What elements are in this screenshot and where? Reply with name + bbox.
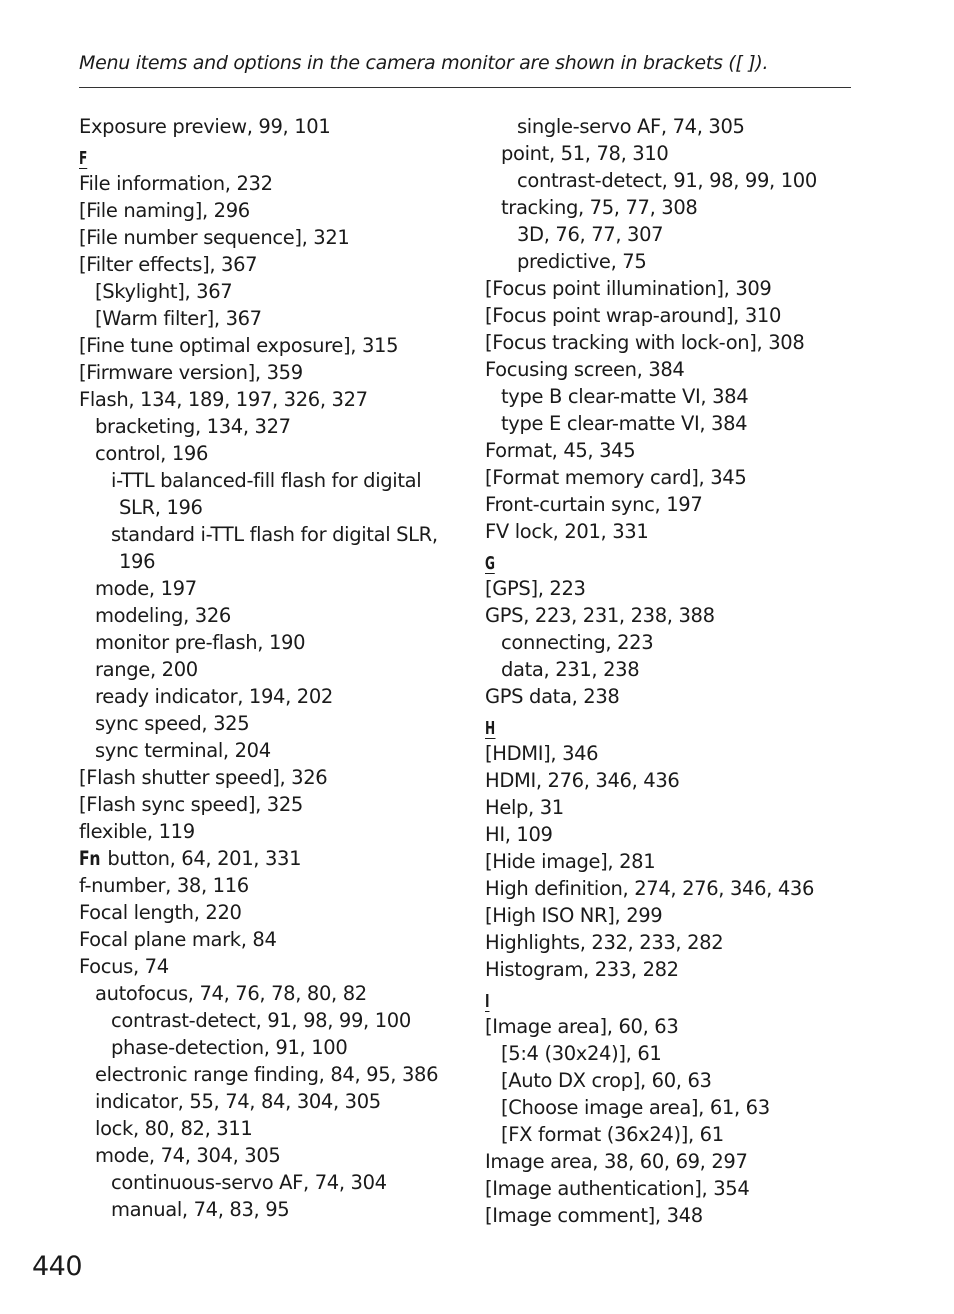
index-entry-text: [Fine tune optimal exposure], 315	[79, 334, 399, 357]
index-entry-text: [HDMI], 346	[485, 742, 599, 765]
index-entry	[485, 740, 885, 767]
index-entry-text: connecting, 223	[501, 631, 654, 654]
index-entry-text: sync terminal, 204	[95, 739, 271, 762]
index-entry-text: [5:4 (30x24)], 61	[501, 1042, 662, 1065]
index-entry-text: [Image area], 60, 63	[485, 1015, 679, 1038]
index-section-letter	[485, 545, 885, 575]
index-entry	[485, 329, 885, 356]
index-entry	[485, 248, 885, 275]
index-entry-text: [Image comment], 348	[485, 1204, 703, 1227]
index-entry-text: button, 64, 201, 331	[101, 847, 302, 870]
index-entry-text: Front-curtain sync, 197	[485, 493, 703, 516]
index-column-left	[79, 113, 479, 1223]
index-entry-text: [Skylight], 367	[95, 280, 233, 303]
index-entry-text: [Flash sync speed], 325	[79, 793, 303, 816]
index-entry	[485, 302, 885, 329]
index-entry	[485, 956, 885, 983]
index-entry-text: indicator, 55, 74, 84, 304, 305	[95, 1090, 381, 1113]
index-entry	[79, 170, 479, 197]
index-entry-text: [Filter effects], 367	[79, 253, 258, 276]
index-entry-text: i-TTL balanced-fill flash for digital	[111, 469, 422, 492]
index-entry-text: Flash, 134, 189, 197, 326, 327	[79, 388, 368, 411]
index-entry	[79, 413, 479, 440]
index-entry	[485, 1175, 885, 1202]
index-entry-text: phase-detection, 91, 100	[111, 1036, 348, 1059]
index-entry	[79, 251, 479, 278]
index-entry	[79, 1007, 479, 1034]
index-entry	[79, 899, 479, 926]
index-entry-text: control, 196	[95, 442, 209, 465]
index-entry-text: [Image authentication], 354	[485, 1177, 750, 1200]
index-entry	[79, 359, 479, 386]
index-entry	[485, 275, 885, 302]
index-entry	[79, 1169, 479, 1196]
index-entry-text: Histogram, 233, 282	[485, 958, 679, 981]
index-entry-text: electronic range finding, 84, 95, 386	[95, 1063, 439, 1086]
index-entry-text: High definition, 274, 276, 346, 436	[485, 877, 815, 900]
index-entry	[485, 575, 885, 602]
index-entry	[485, 356, 885, 383]
index-entry-text: Focal plane mark, 84	[79, 928, 277, 951]
index-entry	[485, 464, 885, 491]
index-entry-text: [Flash shutter speed], 326	[79, 766, 328, 789]
index-entry	[485, 167, 885, 194]
index-entry	[79, 818, 479, 845]
index-entry-text: GPS data, 238	[485, 685, 620, 708]
index-entry	[485, 383, 885, 410]
index-entry-text: [Focus point wrap-around], 310	[485, 304, 782, 327]
index-entry	[485, 683, 885, 710]
index-entry-text: GPS, 223, 231, 238, 388	[485, 604, 715, 627]
index-entry	[79, 683, 479, 710]
index-entry	[79, 1088, 479, 1115]
index-entry	[79, 197, 479, 224]
index-entry	[485, 437, 885, 464]
index-entry	[79, 656, 479, 683]
index-entry	[485, 602, 885, 629]
index-entry	[485, 1121, 885, 1148]
index-entry-text: type B clear-matte VI, 384	[501, 385, 749, 408]
index-entry-text: modeling, 326	[95, 604, 231, 627]
index-entry-text: [Focus point illumination], 309	[485, 277, 772, 300]
index-entry	[79, 1142, 479, 1169]
page-number: 440	[32, 1251, 83, 1282]
index-entry-text: [Format memory card], 345	[485, 466, 747, 489]
index-entry-text: HI, 109	[485, 823, 553, 846]
index-entry	[79, 467, 479, 494]
index-entry	[485, 875, 885, 902]
index-entry	[79, 710, 479, 737]
index-entry	[79, 872, 479, 899]
index-entry-text: manual, 74, 83, 95	[111, 1198, 290, 1221]
index-entry	[79, 1196, 479, 1223]
index-entry	[79, 764, 479, 791]
index-entry-text: ready indicator, 194, 202	[95, 685, 333, 708]
index-entry	[79, 305, 479, 332]
index-entry	[485, 491, 885, 518]
index-entry	[485, 1013, 885, 1040]
index-entry-text: 3D, 76, 77, 307	[517, 223, 664, 246]
index-entry	[79, 791, 479, 818]
index-entry-text: monitor pre-flash, 190	[95, 631, 306, 654]
index-entry	[79, 1061, 479, 1088]
index-entry-text: HDMI, 276, 346, 436	[485, 769, 680, 792]
index-entry	[485, 1202, 885, 1229]
index-entry-text: Image area, 38, 60, 69, 297	[485, 1150, 748, 1173]
index-entry-text: 196	[119, 550, 156, 573]
header-note: Menu items and options in the camera monitor are shown in brackets ([ ]).	[79, 52, 769, 74]
index-entry-text: continuous-servo AF, 74, 304	[111, 1171, 387, 1194]
index-entry-text: predictive, 75	[517, 250, 647, 273]
index-entry-text: Focus, 74	[79, 955, 169, 978]
index-entry-text: [High ISO NR], 299	[485, 904, 663, 927]
index-entry	[79, 575, 479, 602]
index-entry	[485, 929, 885, 956]
index-entry-text: [File naming], 296	[79, 199, 250, 222]
section-letter-label: F	[79, 148, 88, 169]
index-entry	[79, 113, 479, 140]
index-entry	[485, 221, 885, 248]
index-entry-text: Focal length, 220	[79, 901, 242, 924]
index-entry-text: mode, 74, 304, 305	[95, 1144, 281, 1167]
index-entry	[79, 602, 479, 629]
index-entry	[79, 926, 479, 953]
index-entry-text: contrast-detect, 91, 98, 99, 100	[111, 1009, 411, 1032]
index-entry	[485, 656, 885, 683]
index-entry-text: [GPS], 223	[485, 577, 586, 600]
index-entry-text: single-servo AF, 74, 305	[517, 115, 745, 138]
index-entry	[79, 1115, 479, 1142]
index-entry-text: File information, 232	[79, 172, 273, 195]
index-entry	[485, 767, 885, 794]
index-entry-text: contrast-detect, 91, 98, 99, 100	[517, 169, 817, 192]
index-entry-text: [Warm filter], 367	[95, 307, 262, 330]
index-entry	[485, 629, 885, 656]
index-entry	[79, 1034, 479, 1061]
index-entry	[485, 794, 885, 821]
section-letter-label: I	[485, 991, 490, 1012]
index-entry-text: Help, 31	[485, 796, 564, 819]
index-entry-continuation	[79, 548, 479, 575]
index-entry	[485, 821, 885, 848]
index-entry	[79, 278, 479, 305]
index-entry	[485, 1040, 885, 1067]
section-letter-label: G	[485, 553, 495, 574]
index-entry-text: type E clear-matte VI, 384	[501, 412, 748, 435]
index-entry-continuation	[79, 494, 479, 521]
index-entry	[79, 953, 479, 980]
index-section-letter	[485, 710, 885, 740]
index-entry	[485, 1148, 885, 1175]
index-entry	[79, 629, 479, 656]
index-entry	[485, 902, 885, 929]
index-entry-text: bracketing, 134, 327	[95, 415, 291, 438]
index-entry	[485, 848, 885, 875]
index-entry	[485, 113, 885, 140]
index-entry-text: data, 231, 238	[501, 658, 640, 681]
index-entry-text: FV lock, 201, 331	[485, 520, 649, 543]
index-entry-text: range, 200	[95, 658, 198, 681]
index-entry-text: Focusing screen, 384	[485, 358, 685, 381]
index-column-right	[485, 113, 885, 1229]
index-entry-text: sync speed, 325	[95, 712, 250, 735]
index-entry	[485, 1094, 885, 1121]
index-entry	[79, 737, 479, 764]
index-entry-text: f-number, 38, 116	[79, 874, 249, 897]
index-entry-text: [Hide image], 281	[485, 850, 656, 873]
index-entry-text: tracking, 75, 77, 308	[501, 196, 698, 219]
index-entry-text: [Focus tracking with lock-on], 308	[485, 331, 805, 354]
index-entry	[485, 194, 885, 221]
index-section-letter	[485, 983, 885, 1013]
index-entry-text: point, 51, 78, 310	[501, 142, 669, 165]
index-entry-text: [FX format (36x24)], 61	[501, 1123, 724, 1146]
index-entry	[485, 1067, 885, 1094]
fn-button-label: Fn	[79, 847, 101, 870]
index-entry-text: mode, 197	[95, 577, 197, 600]
index-entry-text: [Choose image area], 61, 63	[501, 1096, 770, 1119]
index-entry	[79, 521, 479, 548]
index-section-letter	[79, 140, 479, 170]
index-entry	[79, 845, 479, 872]
index-entry	[485, 410, 885, 437]
index-entry	[79, 386, 479, 413]
index-entry-text: SLR, 196	[119, 496, 203, 519]
header-rule	[79, 87, 851, 88]
index-entry-text: autofocus, 74, 76, 78, 80, 82	[95, 982, 367, 1005]
index-entry-text: Highlights, 232, 233, 282	[485, 931, 724, 954]
index-entry	[79, 224, 479, 251]
index-entry	[79, 980, 479, 1007]
index-entry	[79, 332, 479, 359]
index-entry	[485, 518, 885, 545]
index-entry-text: Format, 45, 345	[485, 439, 636, 462]
index-entry-text: [File number sequence], 321	[79, 226, 350, 249]
section-letter-label: H	[485, 718, 496, 739]
index-entry-text: [Firmware version], 359	[79, 361, 303, 384]
index-entry-text: [Auto DX crop], 60, 63	[501, 1069, 712, 1092]
index-entry	[485, 140, 885, 167]
index-entry-text: flexible, 119	[79, 820, 195, 843]
index-entry-text: standard i-TTL flash for digital SLR,	[111, 523, 438, 546]
index-entry	[79, 440, 479, 467]
index-entry-text: lock, 80, 82, 311	[95, 1117, 253, 1140]
index-entry-text: Exposure preview, 99, 101	[79, 115, 331, 138]
